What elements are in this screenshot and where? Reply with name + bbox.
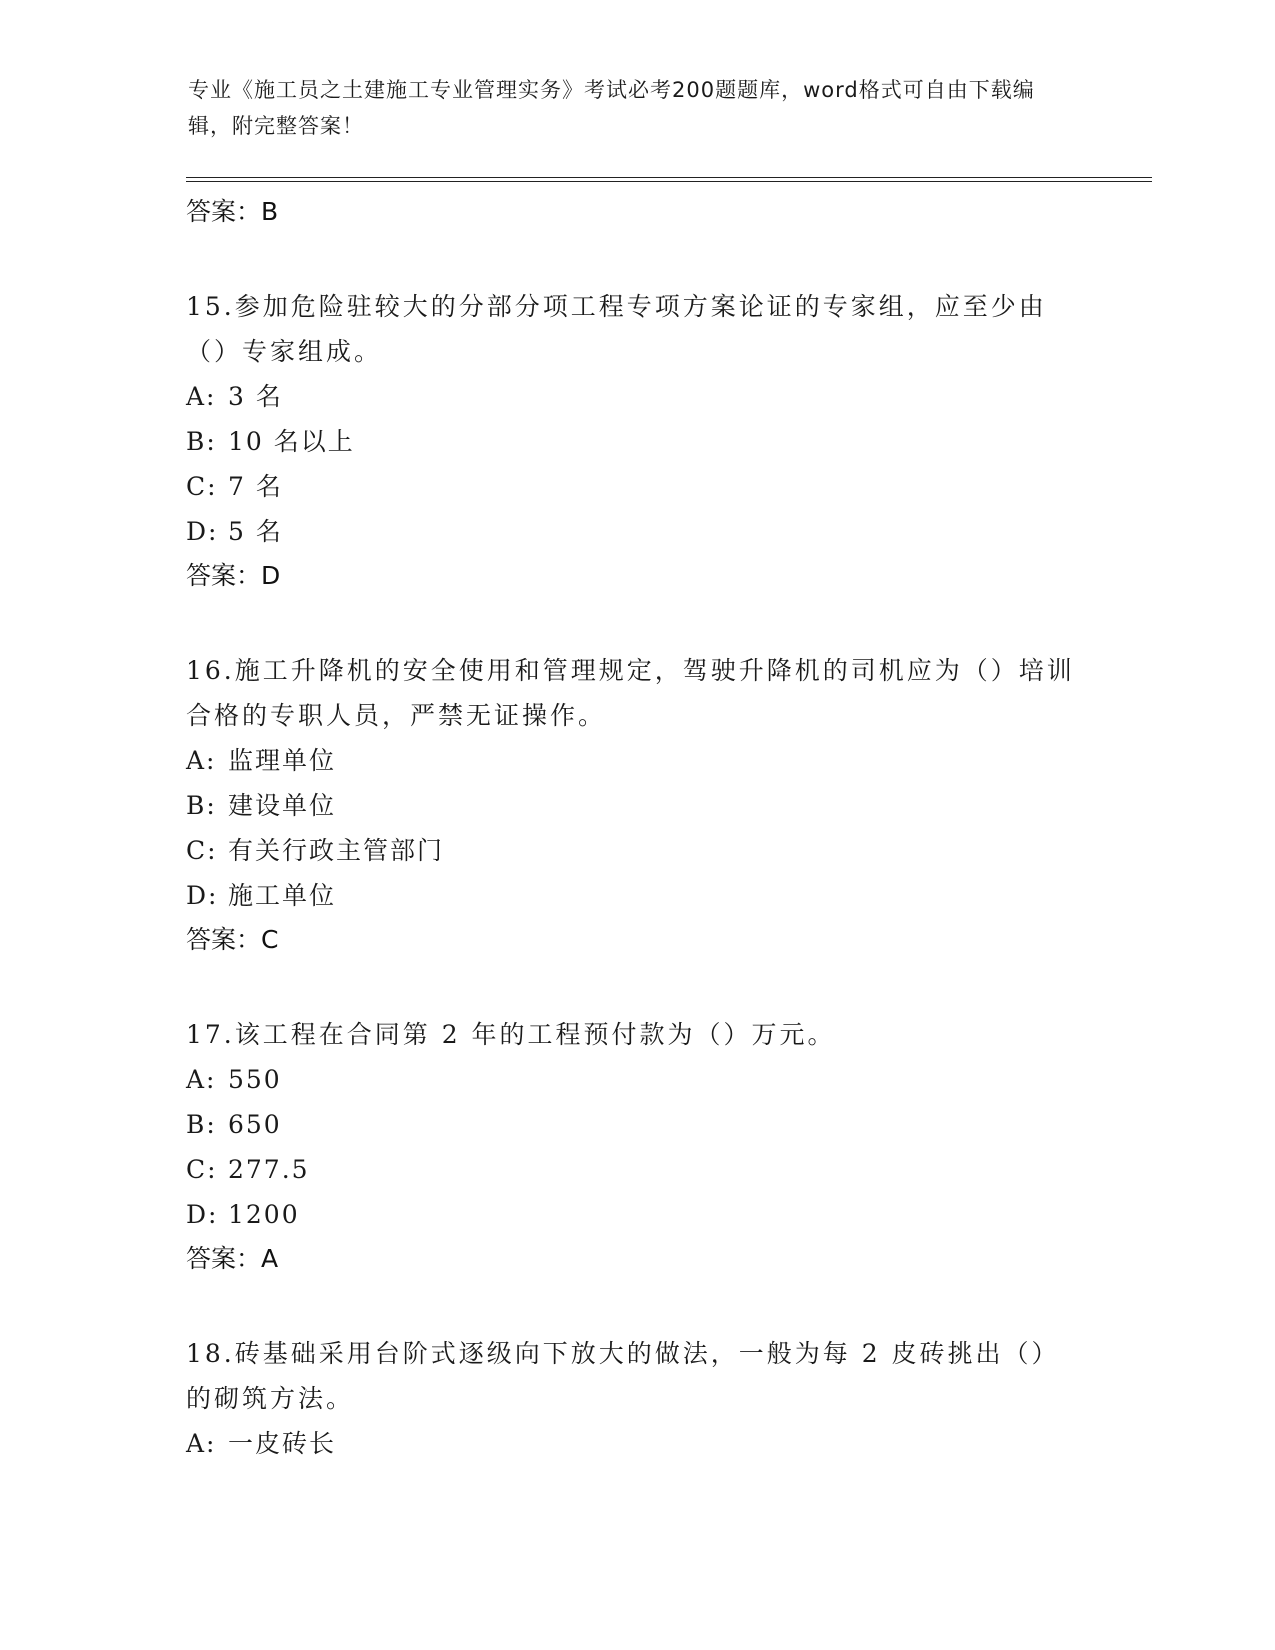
option-text: 有关行政主管部门 [228, 836, 445, 865]
option-text: 监理单位 [228, 746, 337, 775]
option-c [186, 1147, 1086, 1192]
option-text: 277.5 [228, 1155, 310, 1184]
option-text: 1200 [228, 1200, 300, 1229]
question-stem: 17.该工程在合同第 2 年的工程预付款为（）万元。 [186, 1020, 836, 1049]
option-c [186, 464, 1086, 509]
option-d [186, 509, 1086, 554]
option-text: 建设单位 [228, 791, 337, 820]
answer-line: 答案：D [186, 561, 281, 590]
option-letter: A: [186, 382, 217, 411]
option-text: 7 名 [228, 472, 283, 501]
question-item [186, 1012, 1086, 1281]
answer-line: 答案：C [186, 925, 279, 954]
option-letter: D: [186, 517, 219, 546]
option-letter: A: [186, 1429, 217, 1458]
answer-line: 答案：A [186, 1244, 279, 1273]
option-a [186, 1057, 1086, 1102]
header-divider [186, 177, 1152, 182]
option-letter: D: [186, 881, 219, 910]
option-text: 5 名 [228, 517, 283, 546]
option-text: 3 名 [228, 382, 283, 411]
option-d [186, 1192, 1086, 1237]
question-list [186, 190, 1086, 1466]
option-c [186, 828, 1086, 873]
question-item [186, 284, 1086, 598]
option-a [186, 1421, 1086, 1466]
option-letter: A: [186, 746, 217, 775]
option-text: 施工单位 [228, 881, 337, 910]
option-text: 一皮砖长 [228, 1429, 337, 1458]
option-b [186, 1102, 1086, 1147]
option-letter: C: [186, 836, 218, 865]
option-text: 650 [228, 1110, 282, 1139]
question-stem: 18.砖基础采用台阶式逐级向下放大的做法，一般为每 2 皮砖挑出（）的砌筑方法。 [186, 1339, 1060, 1413]
option-text: 10 名以上 [228, 427, 355, 456]
page-header: 专业《施工员之土建施工专业管理实务》考试必考200题题库，word格式可自由下载编辑，附完整答案！ [188, 78, 1035, 138]
option-a [186, 738, 1086, 783]
option-letter: B: [186, 1110, 217, 1139]
option-letter: A: [186, 1065, 217, 1094]
question-stem: 15.参加危险驻较大的分部分项工程专项方案论证的专家组，应至少由（）专家组成。 [186, 292, 1047, 366]
question-item [186, 648, 1086, 962]
option-letter: B: [186, 791, 217, 820]
option-letter: C: [186, 472, 218, 501]
option-a [186, 374, 1086, 419]
option-b [186, 419, 1086, 464]
option-b [186, 783, 1086, 828]
question-stem: 16.施工升降机的安全使用和管理规定，驾驶升降机的司机应为（）培训合格的专职人员，严禁无证操作。 [186, 656, 1075, 730]
option-d [186, 873, 1086, 918]
option-text: 550 [228, 1065, 282, 1094]
answer-line: 答案：B [186, 197, 279, 226]
option-letter: D: [186, 1200, 219, 1229]
option-letter: B: [186, 427, 217, 456]
option-letter: C: [186, 1155, 218, 1184]
question-item [186, 1331, 1086, 1466]
